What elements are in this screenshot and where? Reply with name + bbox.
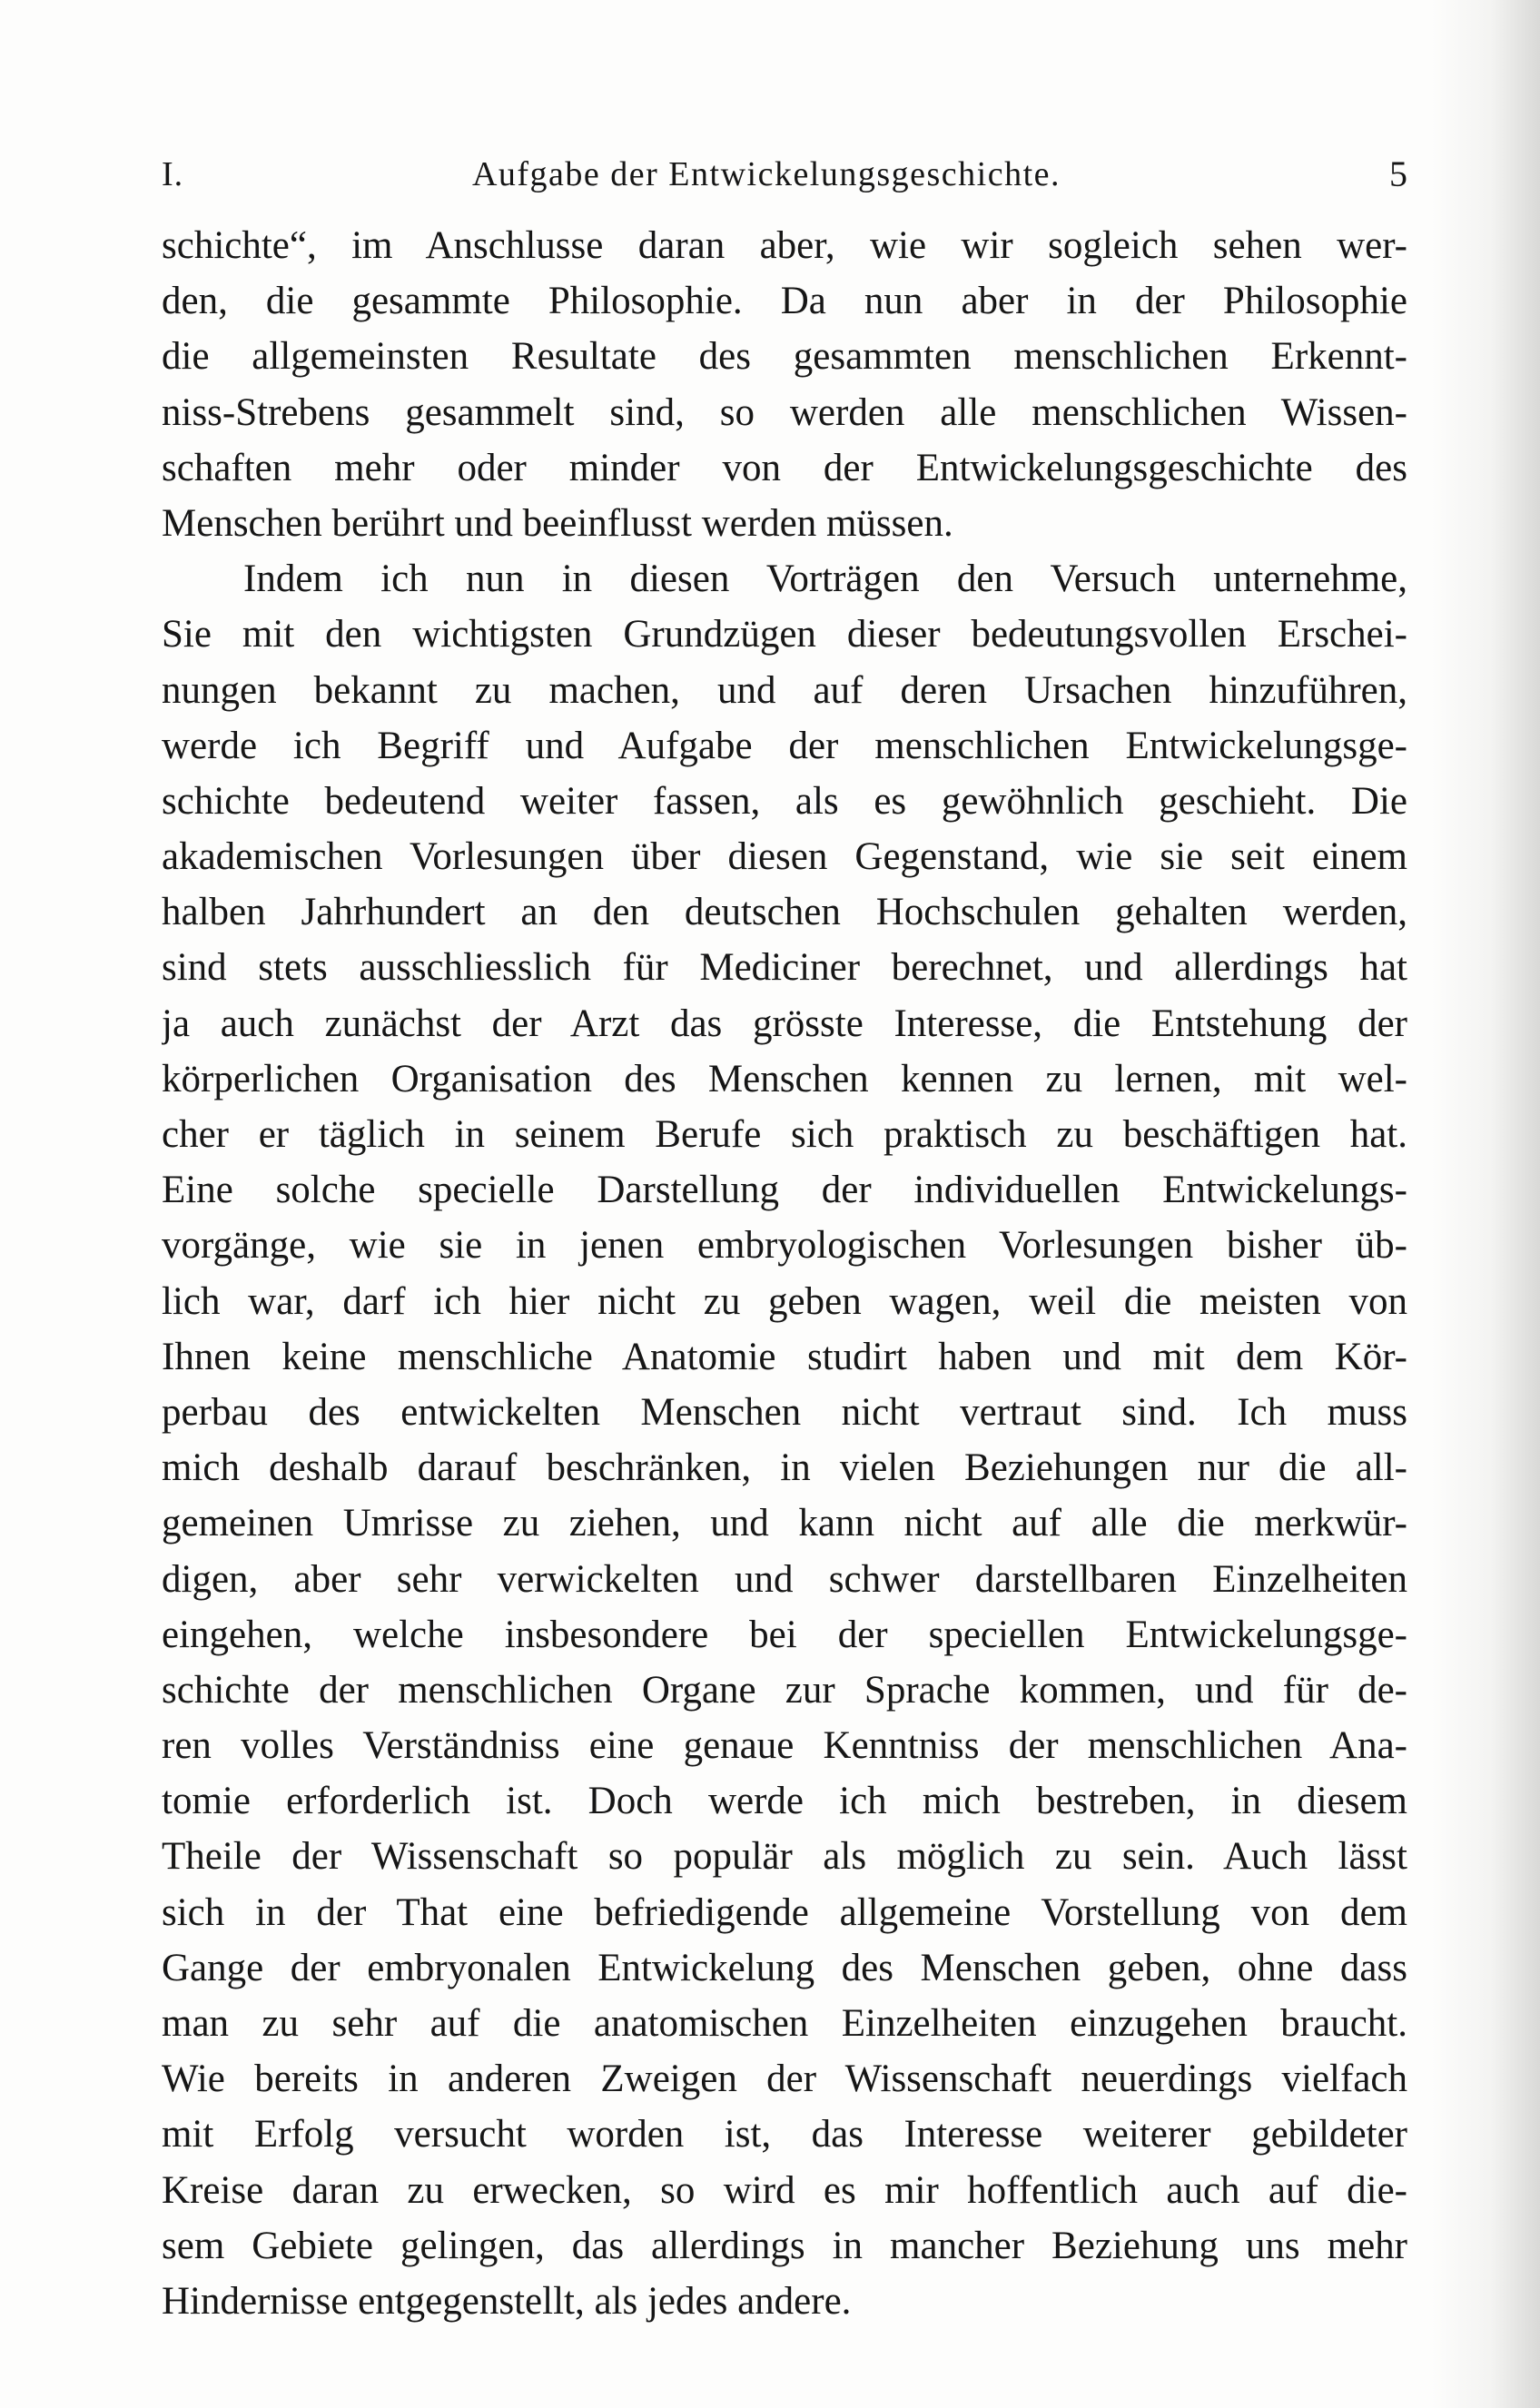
text-line: Menschen berührt und beeinflusst werden müssen. bbox=[162, 501, 953, 545]
text-line: schichte bedeutend weiter fassen, als es gewöhnlich geschieht. Die bbox=[162, 779, 1407, 823]
text-line: Wie bereits in anderen Zweigen der Wissenschaft neuerdings vielfach bbox=[162, 2058, 1407, 2101]
text-line: werde ich Begriff und Aufgabe der menschlichen Entwickelungsge- bbox=[162, 724, 1407, 767]
text-line: niss-Strebens gesammelt sind, so werden alle menschlichen Wissen- bbox=[162, 390, 1407, 434]
paragraph bbox=[162, 551, 1407, 2329]
text-line: Sie mit den wichtigsten Grundzügen dieser bedeutungsvollen Erschei- bbox=[162, 613, 1407, 656]
section-mark: I. bbox=[162, 155, 184, 193]
running-head-title: Aufgabe der Entwickelungsgeschichte. bbox=[471, 155, 1061, 193]
text-line: schichte“, im Anschlusse daran aber, wie wir sogleich sehen wer- bbox=[162, 224, 1407, 267]
text-line: ren volles Verständniss eine genaue Kenntniss der menschlichen Ana- bbox=[162, 1724, 1407, 1768]
text-line: schichte der menschlichen Organe zur Sprache kommen, und für de- bbox=[162, 1668, 1407, 1712]
text-line: Hindernisse entgegenstellt, als jedes andere. bbox=[162, 2279, 852, 2323]
text-line: digen, aber sehr verwickelten und schwer darstellbaren Einzelheiten bbox=[162, 1557, 1407, 1601]
text-line: perbau des entwickelten Menschen nicht vertraut sind. Ich muss bbox=[162, 1390, 1407, 1434]
body-text bbox=[162, 218, 1407, 2329]
text-line: Kreise daran zu erwecken, so wird es mir hoffentlich auch auf die- bbox=[162, 2168, 1407, 2212]
text-line: mich deshalb darauf beschränken, in vielen Beziehungen nur die all- bbox=[162, 1446, 1407, 1490]
text-line: vorgänge, wie sie in jenen embryologischen Vorlesungen bisher üb- bbox=[162, 1224, 1407, 1268]
text-line: Gange der embryonalen Entwickelung des Menschen geben, ohne dass bbox=[162, 1946, 1407, 1989]
paragraph bbox=[162, 218, 1407, 551]
text-line: Ihnen keine menschliche Anatomie studirt haben und mit dem Kör- bbox=[162, 1335, 1407, 1378]
text-line: akademischen Vorlesungen über diesen Gegenstand, wie sie seit einem bbox=[162, 835, 1407, 879]
text-line: nungen bekannt zu machen, und auf deren Ursachen hinzuführen, bbox=[162, 668, 1407, 712]
text-line: Indem ich nun in diesen Vorträgen den Versuch unternehme, bbox=[243, 558, 1407, 601]
text-line: man zu sehr auf die anatomischen Einzelheiten einzugehen braucht. bbox=[162, 2002, 1407, 2045]
text-line: eingehen, welche insbesondere bei der speciellen Entwickelungsge- bbox=[162, 1613, 1407, 1656]
page-number: 5 bbox=[1389, 153, 1407, 194]
text-line: sich in der That eine befriedigende allgemeine Vorstellung von dem bbox=[162, 1890, 1407, 1934]
text-line: halben Jahrhundert an den deutschen Hochschulen gehalten werden, bbox=[162, 891, 1407, 934]
text-line: cher er täglich in seinem Berufe sich praktisch zu beschäftigen hat. bbox=[162, 1113, 1407, 1156]
text-line: körperlichen Organisation des Menschen kennen zu lernen, mit wel- bbox=[162, 1057, 1407, 1100]
text-line: sem Gebiete gelingen, das allerdings in mancher Beziehung uns mehr bbox=[162, 2224, 1407, 2267]
text-line: Eine solche specielle Darstellung der individuellen Entwickelungs- bbox=[162, 1169, 1407, 1212]
text-line: gemeinen Umrisse zu ziehen, und kann nicht auf alle die merkwür- bbox=[162, 1502, 1407, 1545]
text-line: schaften mehr oder minder von der Entwickelungsgeschichte des bbox=[162, 446, 1407, 489]
text-line: sind stets ausschliesslich für Mediciner berechnet, und allerdings hat bbox=[162, 946, 1407, 990]
text-line: die allgemeinsten Resultate des gesammten menschlichen Erkennt- bbox=[162, 335, 1407, 379]
text-line: mit Erfolg versucht worden ist, das Interesse weiterer gebildeter bbox=[162, 2113, 1407, 2156]
page-edge-shadow bbox=[1431, 0, 1540, 2408]
text-line: Theile der Wissenschaft so populär als möglich zu sein. Auch lässt bbox=[162, 1835, 1407, 1879]
text-line: den, die gesammte Philosophie. Da nun aber in der Philosophie bbox=[162, 280, 1407, 323]
text-line: ja auch zunächst der Arzt das grösste Interesse, die Entstehung der bbox=[162, 1002, 1407, 1045]
running-head bbox=[162, 147, 1407, 202]
text-line: tomie erforderlich ist. Doch werde ich mich bestreben, in diesem bbox=[162, 1780, 1407, 1823]
text-line: lich war, darf ich hier nicht zu geben wagen, weil die meisten von bbox=[162, 1279, 1407, 1323]
